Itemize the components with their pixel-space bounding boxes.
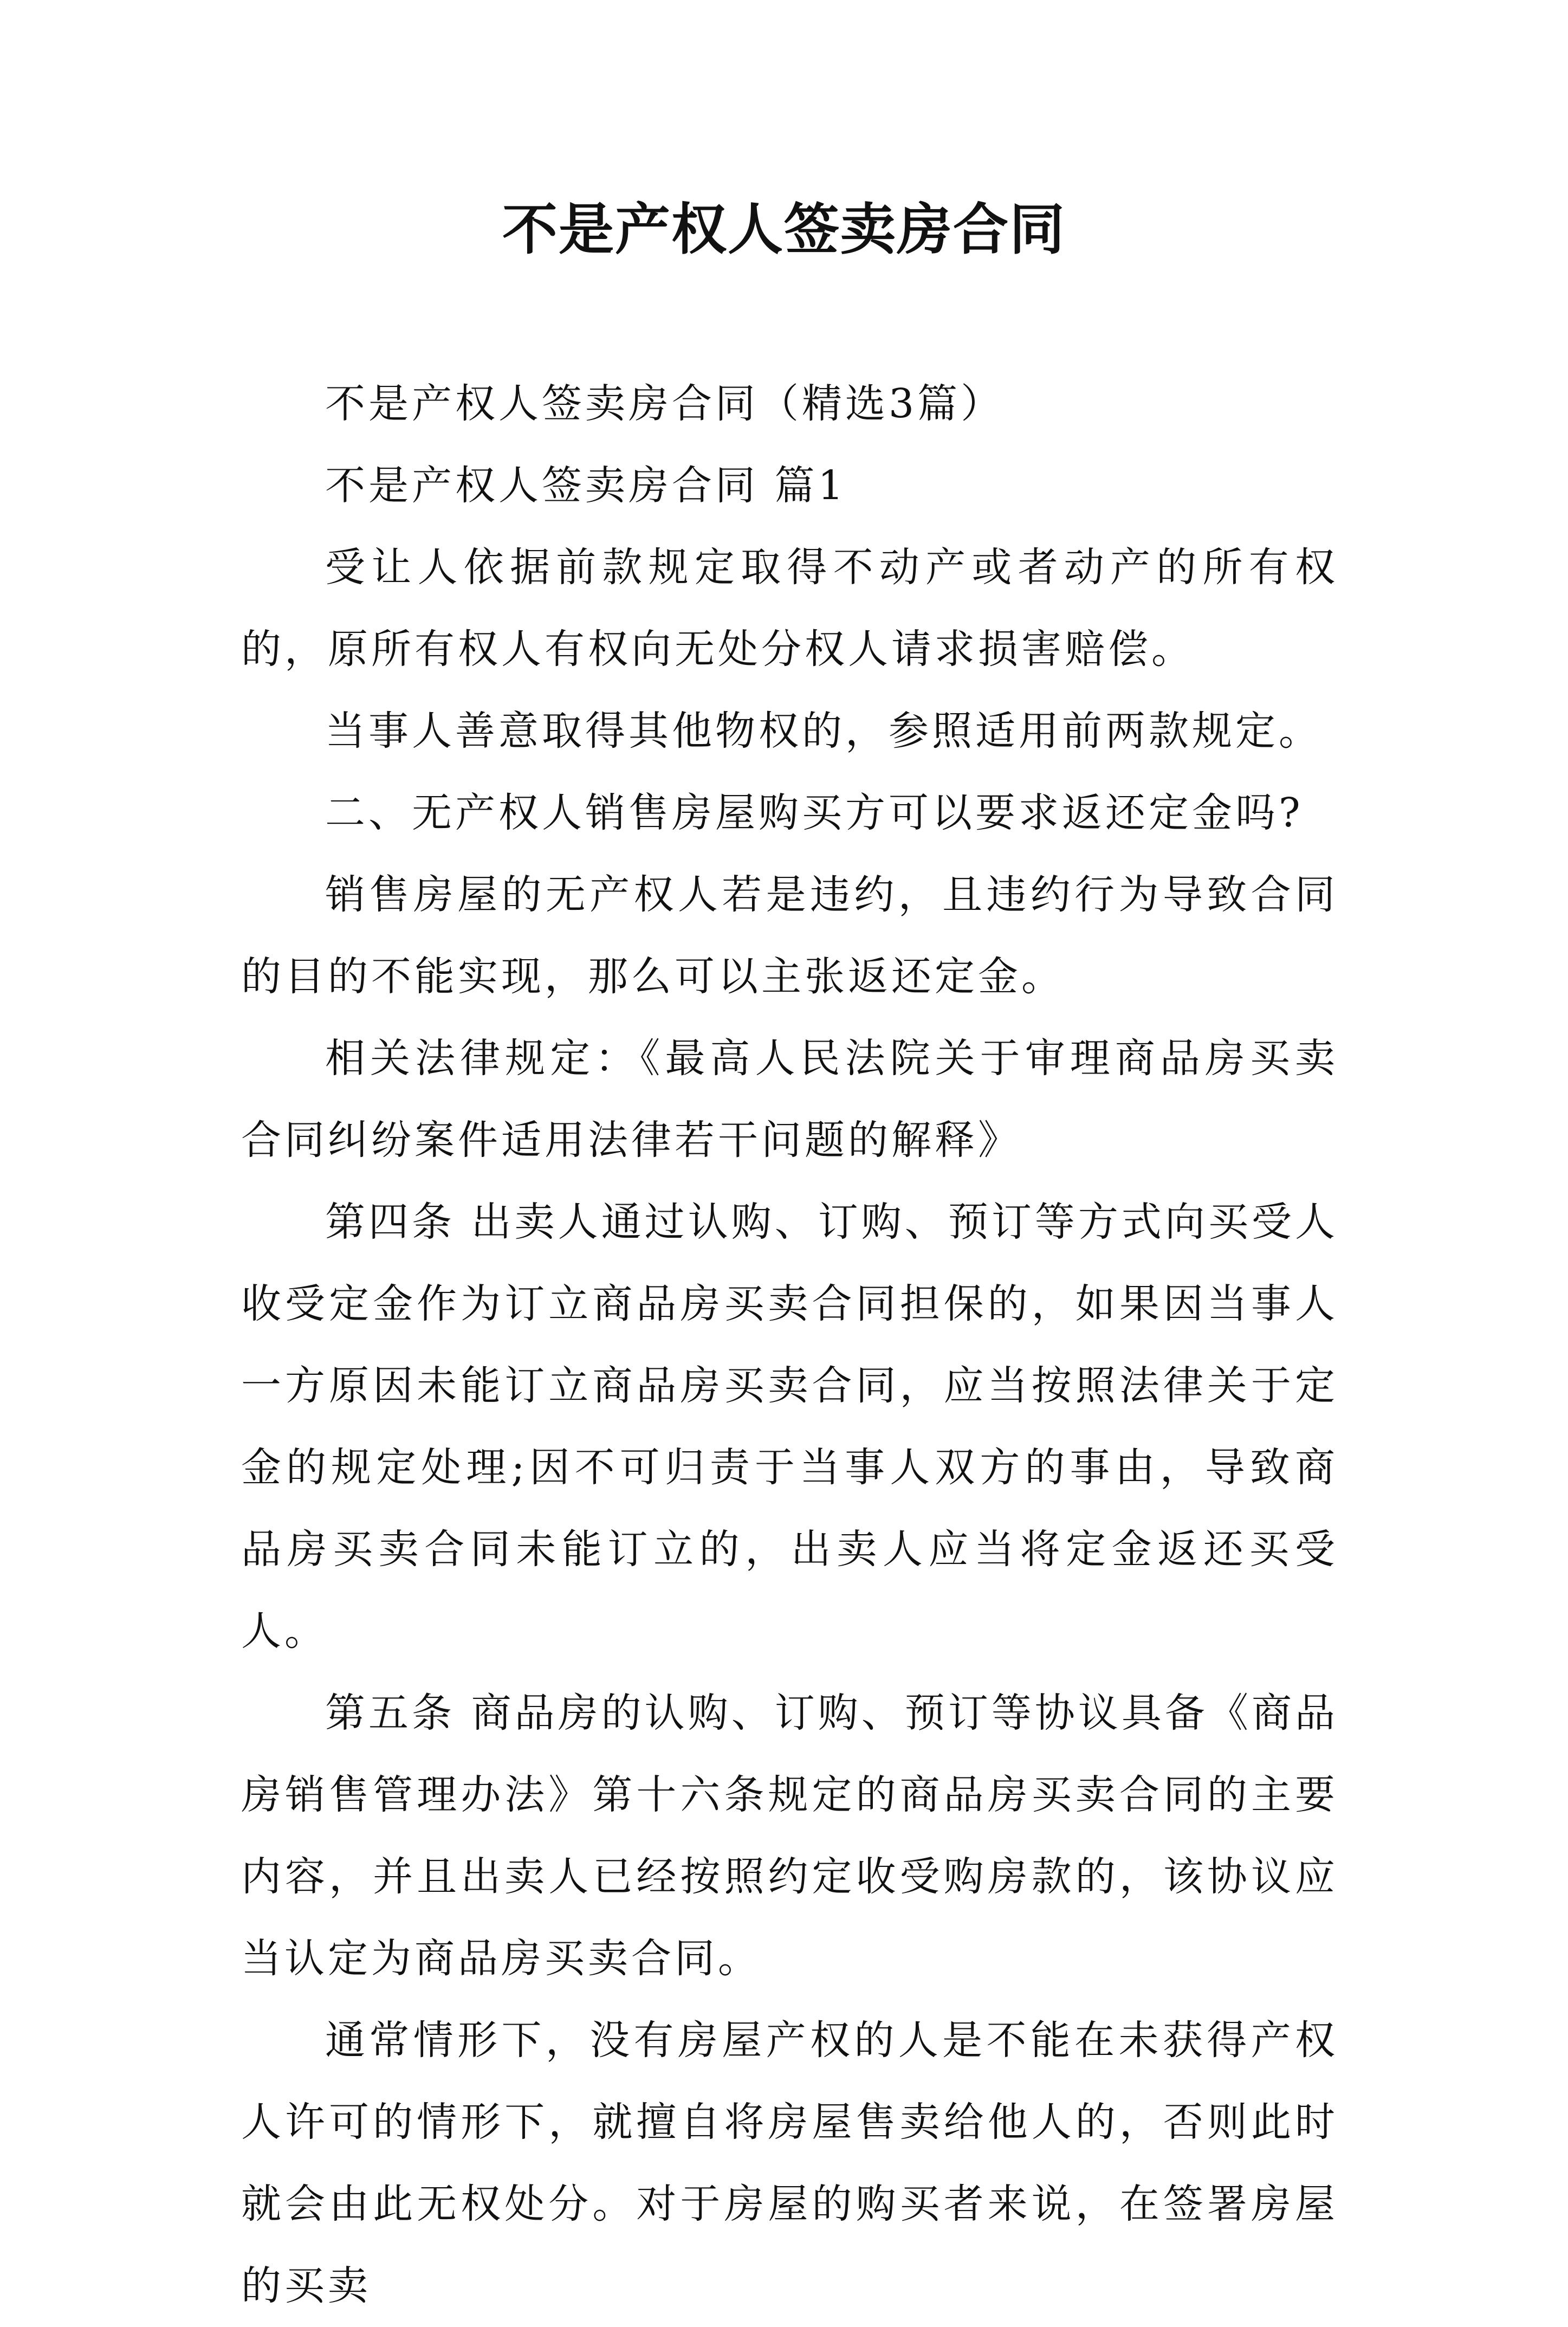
- paragraph-section-heading: 不是产权人签卖房合同 篇1: [325, 462, 847, 509]
- paragraph: 当事人善意取得其他物权的，参照适用前两款规定。: [325, 708, 1322, 754]
- paragraph: 通常情形下，没有房屋产权的人是不能在未获得产权人许可的情形下，就擅自将房屋售卖给他人的，否则此时就会由此无权处分。对于房屋的购买者来说，在签署房屋的买卖: [241, 2017, 1338, 2309]
- document-title: 不是产权人签卖房合同: [502, 198, 1066, 262]
- paragraph: 受让人依据前款规定取得不动产或者动产的所有权的，原所有权人有权向无处分权人请求损害赔偿。: [241, 544, 1338, 673]
- paragraph: 销售房屋的无产权人若是违约，且违约行为导致合同的目的不能实现，那么可以主张返还定金。: [241, 871, 1338, 1000]
- paragraph-legal-reference: 相关法律规定：《最高人民法院关于审理商品房买卖合同纠纷案件适用法律若干问题的解释》: [241, 1035, 1338, 1164]
- paragraph-subtitle: 不是产权人签卖房合同（精选3篇）: [325, 380, 1005, 427]
- paragraph-question-heading: 二、无产权人销售房屋购买方可以要求返还定金吗?: [325, 790, 1304, 836]
- document-body: [241, 363, 1338, 2327]
- paragraph-article-5: 第五条 商品房的认购、订购、预订等协议具备《商品房销售管理办法》第十六条规定的商品房买卖合同的主要内容，并且出卖人已经按照约定收受购房款的，该协议应当认定为商品房买卖合同。: [241, 1690, 1338, 1982]
- paragraph-article-4: 第四条 出卖人通过认购、订购、预订等方式向买受人收受定金作为订立商品房买卖合同担保的，如果因当事人一方原因未能订立商品房买卖合同，应当按照法律关于定金的规定处理;因不可归责于当事人双方的事由，导致商品房买卖合同未能订立的，出卖人应当将定金返还买受人。: [241, 1199, 1338, 1654]
